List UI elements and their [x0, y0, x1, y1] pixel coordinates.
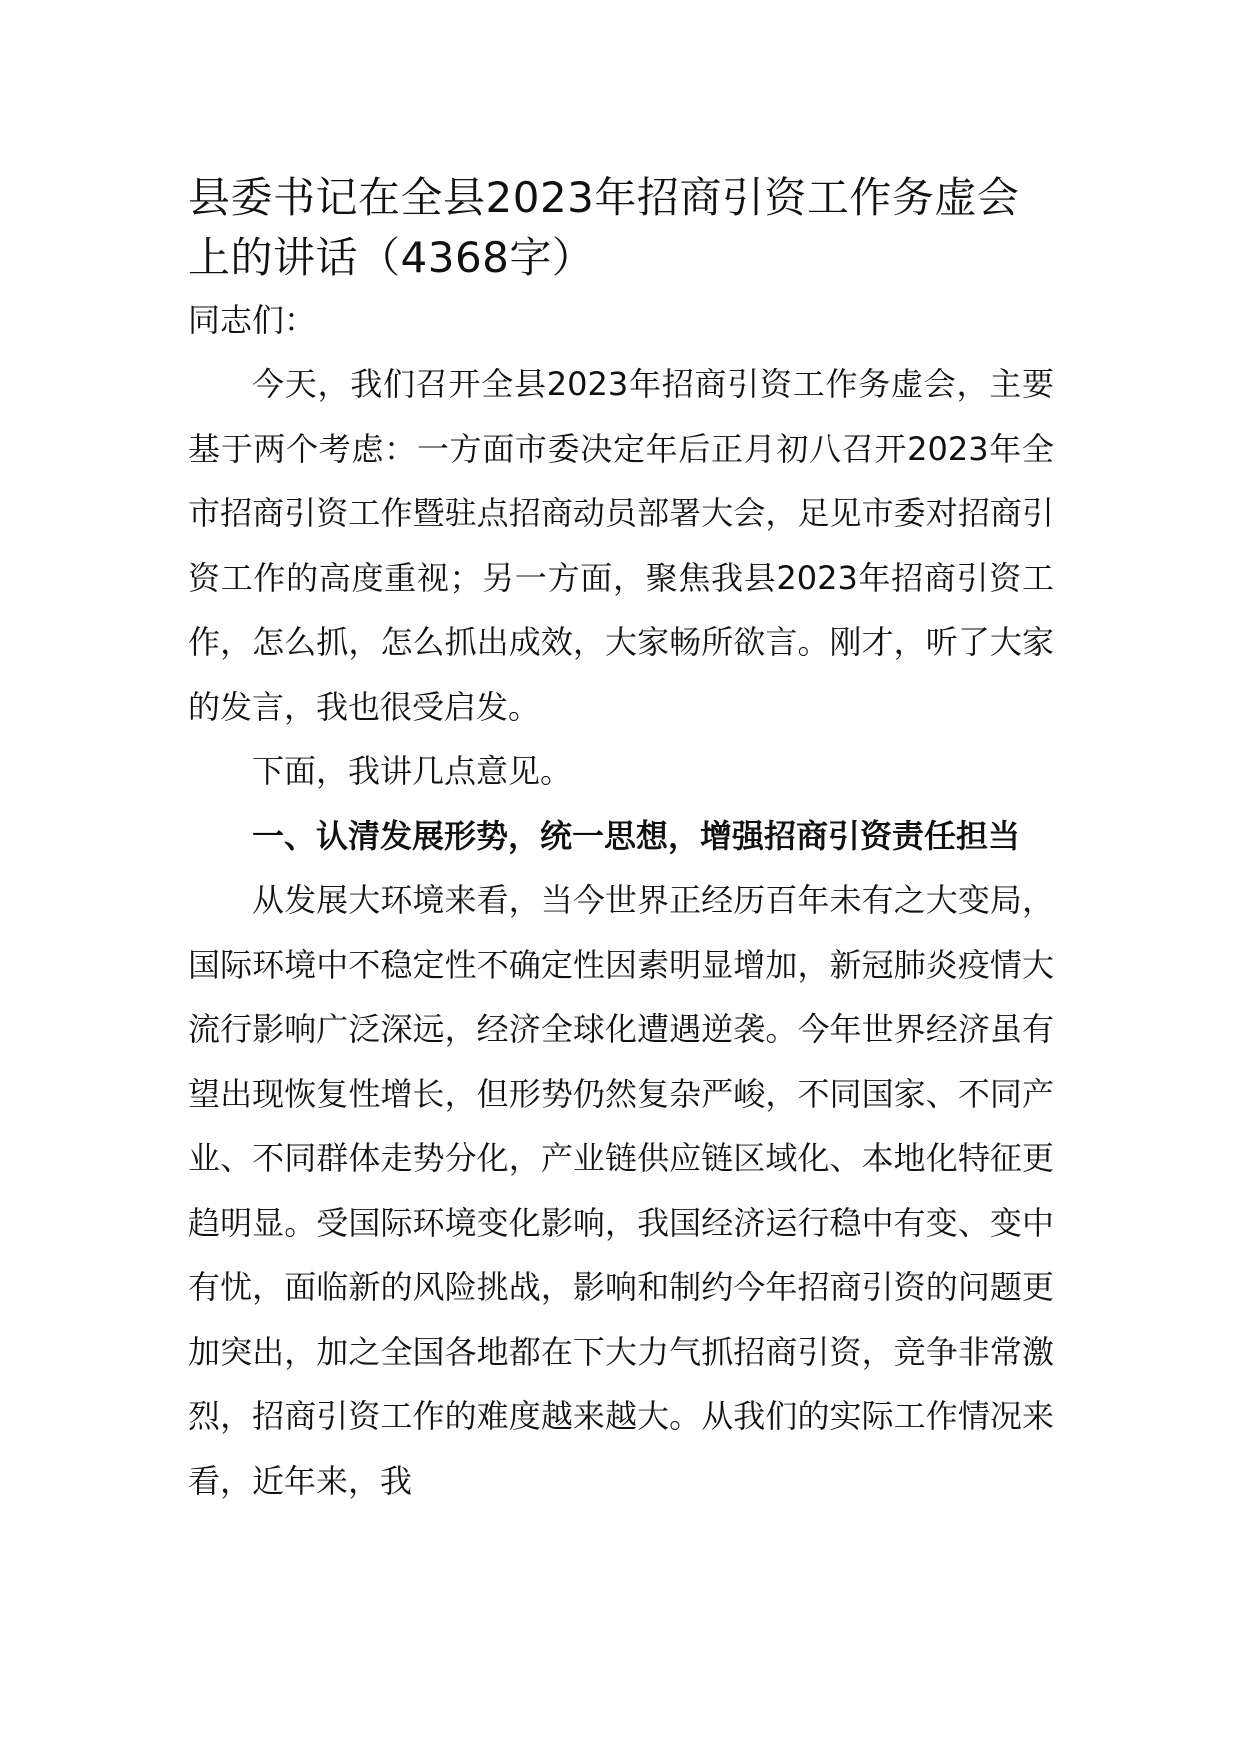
paragraph-situation: 从发展大环境来看，当今世界正经历百年未有之大变局，国际环境中不稳定性不确定性因素明显增加，新冠肺炎疫情大流行影响广泛深远，经济全球化遭遇逆袭。今年世界经济虽有望出现恢复性增长，但形势仍然复杂严峻，不同国家、不同产业、不同群体走势分化，产业链供应链区域化、本地化特征更趋明显。受国际环境变化影响，我国经济运行稳中有变、变中有忧，面临新的风险挑战，影响和制约今年招商引资的问题更加突出，加之全国各地都在下大力气抓招商引资，竞争非常激烈，招商引资工作的难度越来越大。从我们的实际工作情况来看，近年来，我 [188, 881, 1054, 1500]
paragraph-intro: 今天，我们召开全县2023年招商引资工作务虚会，主要基于两个考虑：一方面市委决定年后正月初八召开2023年全市招商引资工作暨驻点招商动员部署大会，足见市委对招商引资工作的高度重视；另一方面，聚焦我县2023年招商引资工作，怎么抓，怎么抓出成效，大家畅所欲言。刚才，听了大家的发言，我也很受启发。 [188, 365, 1054, 726]
salutation: 同志们： [188, 301, 317, 339]
document-title: 县委书记在全县2023年招商引资工作务虚会上的讲话（4368字） [188, 173, 1020, 282]
document-body [188, 168, 1054, 1513]
section-heading-1: 一、认清发展形势，统一思想，增强招商引资责任担当 [252, 816, 1021, 855]
paragraph-transition: 下面，我讲几点意见。 [252, 752, 573, 790]
